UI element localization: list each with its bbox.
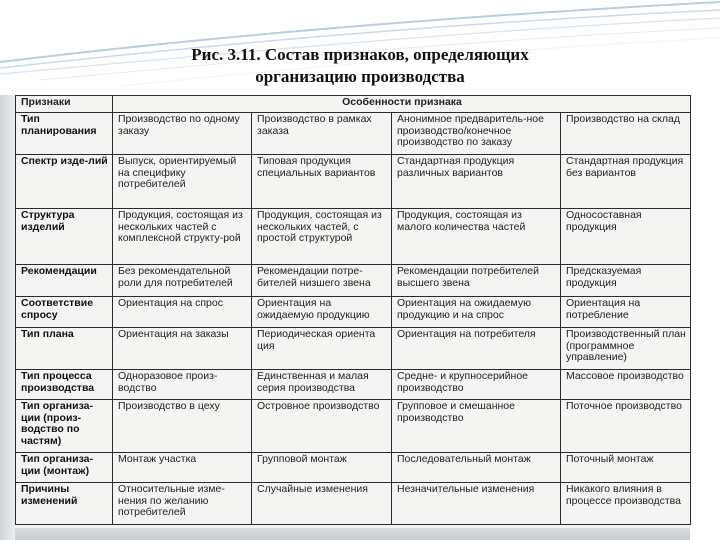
row-label: Рекомендации [16, 265, 113, 297]
table-cell: Последовательный монтаж [392, 453, 561, 483]
row-label: Тип организа-ции (произ-водство по частям) [16, 400, 113, 453]
table-cell: Незначительные изменения [392, 483, 561, 525]
caption-line-2: организацию производства [255, 67, 465, 86]
scan-edge [0, 95, 15, 540]
table-row [16, 328, 691, 370]
row-label: Тип плана [16, 328, 113, 370]
table-cell: Рекомендации потребителей высшего звена [392, 265, 561, 297]
row-label: Соответствие спросу [16, 297, 113, 328]
table-cell: Продукция, состоящая из малого количества частей [392, 209, 561, 265]
table-cell: Производство в цеху [113, 400, 252, 453]
table-cell: Поточный монтаж [561, 453, 691, 483]
table-cell: Массовое производство [561, 370, 691, 400]
figure-caption [0, 44, 720, 88]
features-table [15, 95, 691, 525]
table-row [16, 400, 691, 453]
table-row [16, 370, 691, 400]
table-cell: Производственный план (программное управление) [561, 328, 691, 370]
table-cell: Ориентация на ожидаемую продукцию и на спрос [392, 297, 561, 328]
table-row [16, 453, 691, 483]
row-label: Тип планирования [16, 113, 113, 155]
table-cell: Выпуск, ориентируемый на специфику потребителей [113, 155, 252, 209]
table-cell: Периодическая ориента ция [252, 328, 392, 370]
table-cell: Групповой монтаж [252, 453, 392, 483]
table-cell: Никакого влияния в процессе производства [561, 483, 691, 525]
table-row [16, 209, 691, 265]
row-label: Тип процесса производства [16, 370, 113, 400]
table-cell: Монтаж участка [113, 453, 252, 483]
table-cell: Односоставная продукция [561, 209, 691, 265]
row-label: Спектр изде-лий [16, 155, 113, 209]
table-cell: Групповое и смешанное производство [392, 400, 561, 453]
table-cell: Типовая продукция специальных вариантов [252, 155, 392, 209]
caption-line-1: Рис. 3.11. Состав признаков, определяющих [191, 45, 529, 64]
row-label: Структура изделий [16, 209, 113, 265]
table-cell: Островное производство [252, 400, 392, 453]
table-row [16, 297, 691, 328]
table-cell: Поточное производство [561, 400, 691, 453]
table-cell: Средне- и крупносерийное производство [392, 370, 561, 400]
table-cell: Производство по одному заказу [113, 113, 252, 155]
table-cell: Ориентация на спрос [113, 297, 252, 328]
table-row [16, 483, 691, 525]
table-row [16, 155, 691, 209]
table-cell: Ориентация на потребителя [392, 328, 561, 370]
table-cell: Предсказуемая продукция [561, 265, 691, 297]
table-row [16, 113, 691, 155]
table-cell: Случайные изменения [252, 483, 392, 525]
table-cell: Единственная и малая серия производства [252, 370, 392, 400]
row-label: Тип организа-ции (монтаж) [16, 453, 113, 483]
table-cell: Производство на склад [561, 113, 691, 155]
table-cell: Стандартная продукция без вариантов [561, 155, 691, 209]
table-cell: Продукция, состоящая из нескольких частей, с простой структурой [252, 209, 392, 265]
table-container [15, 95, 690, 528]
table-cell: Рекомендации потре-бителей низшего звена [252, 265, 392, 297]
table-cell: Ориентация на потребление [561, 297, 691, 328]
row-label: Причины изменений [16, 483, 113, 525]
table-cell: Одноразовое произ-водство [113, 370, 252, 400]
header-feature-specifics: Особенности признака [113, 96, 691, 113]
table-row [16, 265, 691, 297]
table-cell: Стандартная продукция различных вариантов [392, 155, 561, 209]
table-cell: Без рекомендательной роли для потребителей [113, 265, 252, 297]
scan-bottom-shade [15, 528, 690, 540]
table-cell: Производство в рамках заказа [252, 113, 392, 155]
table-cell: Ориентация на ожидаемую продукцию [252, 297, 392, 328]
header-features: Признаки [16, 96, 113, 113]
table-cell: Ориентация на заказы [113, 328, 252, 370]
table-cell: Относительные изме-нения по желанию потребителей [113, 483, 252, 525]
table-header-row [16, 96, 691, 113]
table-cell: Продукция, состоящая из нескольких частей с комплексной структу-рой [113, 209, 252, 265]
table-cell: Анонимное предваритель-ное производство/конечное производство по заказу [392, 113, 561, 155]
